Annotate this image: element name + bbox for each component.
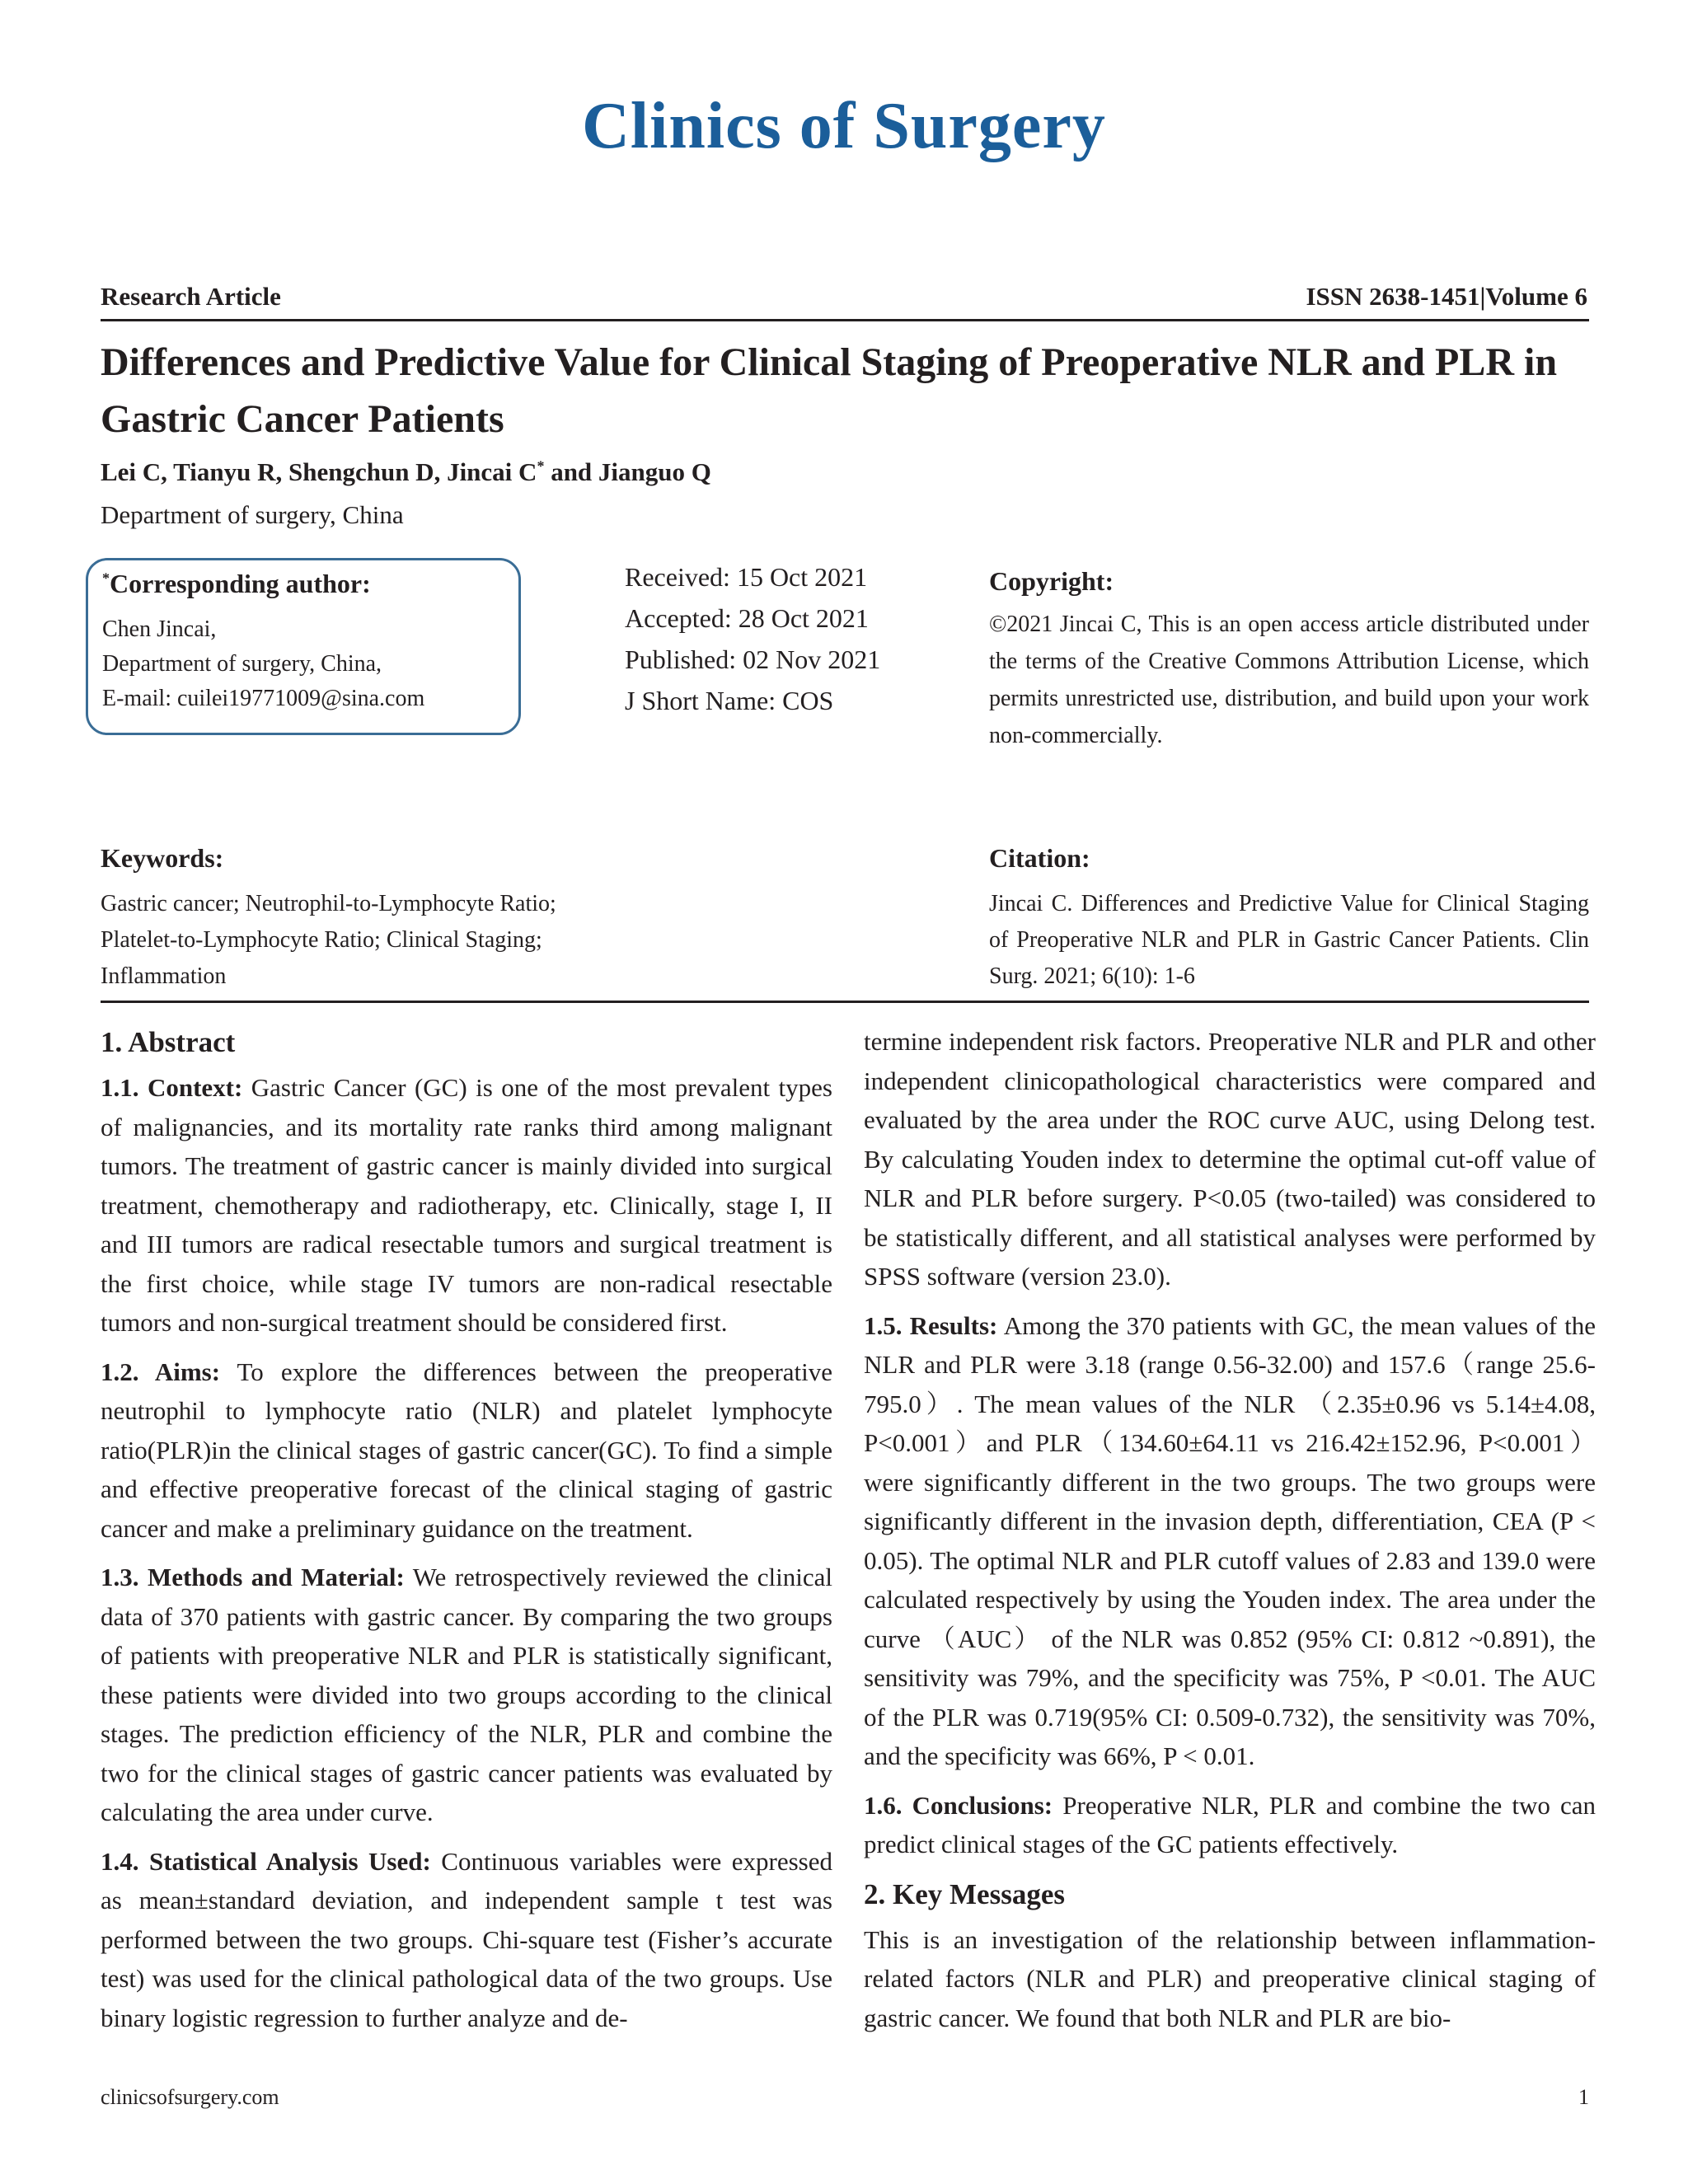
stats-paragraph-continued: termine independent risk factors. Preoperative NLR and PLR and other independent clinicopathological characteristics were compared and evaluated by the area under the ROC curve AUC, using Delong test. By calculating Youden index to determine the optimal cut-off value of NLR and PLR before surgery. P<0.05 (two-tailed) was considered to be statistically different, and all statistical analyses were performed by SPSS software (version 23.0).: [864, 1027, 1596, 1291]
methods-label: 1.3. Methods and Material:: [101, 1563, 405, 1591]
key-messages-heading: 2. Key Messages: [864, 1877, 1065, 1910]
keywords-line: Gastric cancer; Neutrophil-to-Lymphocyte Ratio;: [101, 891, 556, 916]
conclusions-text: Preoperative NLR, PLR and combine the two can predict clinical stages of the GC patients effectively.: [864, 1790, 1597, 1858]
results-paragraph: [864, 1306, 1596, 1776]
article-title: Differences and Predictive Value for Clinical Staging of Preoperative NLR and PLR in Gastric Cancer Patients: [101, 340, 1558, 441]
citation-text: Jincai C. Differences and Predictive Value for Clinical Staging of Preoperative NLR and PLR in Gastric Cancer Patients. Clin Surg. 2021; 6(10): 1-6: [989, 891, 1589, 989]
issn-volume: ISSN 2638-1451|Volume 6: [1306, 282, 1587, 311]
date-received: Received: 15 Oct 2021: [625, 562, 868, 592]
journal-title: Clinics of Surgery: [582, 90, 1106, 162]
results-text: Among the 370 patients with GC, the mean values of the NLR and PLR were 3.18 (range 0.56-32.00) and 157.6（range 25.6-795.0）. The mean values of the NLR （2.35±0.96 vs 5.14±4.08, P<0.001）and PLR（134.60±64.11 vs 216.42±152.96, P<0.001）were significantly different in the two groups. The two groups were significantly different in the invasion depth, differentiation, CEA (P < 0.05). The optimal NLR and PLR cutoff values of 2.83 and 139.0 were calculated respectively by using the Youden index. The area under the curve （AUC） of the NLR was 0.852 (95% CI: 0.812 ~0.891), the sensitivity was 79%, and the specificity was 75%, P <0.01. The AUC of the PLR was 0.719(95% CI: 0.509-0.732), the sensitivity was 70%, and the specificity was 66%, P < 0.01.: [864, 1310, 1596, 1770]
stats-paragraph: [101, 1842, 832, 2038]
key-messages-text: This is an investigation of the relationship between inflammation-related factors (NLR and PLR) and preoperative clinical staging of gastric cancer. We found that both NLR and PLR are bio-: [864, 1924, 1596, 2032]
results-label: 1.5. Results:: [864, 1310, 998, 1340]
corresponding-mark: *: [537, 457, 545, 475]
affiliation: Department of surgery, China: [101, 500, 404, 529]
footer-site[interactable]: clinicsofsurgery.com: [101, 2085, 279, 2109]
journal-short-name: J Short Name: COS: [625, 686, 834, 715]
author-list: [101, 457, 711, 487]
date-published: Published: 02 Nov 2021: [625, 644, 881, 674]
aims-text: To explore the differences between the preoperative neutrophil to lymphocyte ratio (NLR) and platelet lymphocyte ratio(PLR)in the clinical stages of gastric cancer(GC). To find a simple and effective preoperative forecast of the clinical staging of gastric cancer and make a preliminary guidance on the treatment.: [101, 1357, 833, 1543]
right-column: [864, 1022, 1596, 2047]
copyright-heading: Copyright:: [989, 566, 1114, 596]
conclusions-label: 1.6. Conclusions:: [864, 1790, 1053, 1820]
keywords-list: [101, 886, 661, 995]
corresponding-department: Department of surgery, China,: [102, 651, 382, 677]
keywords-heading: Keywords:: [101, 843, 224, 873]
context-label: 1.1. Context:: [101, 1073, 243, 1102]
authors-main: Lei C, Tianyu R, Shengchun D, Jincai C: [101, 457, 537, 486]
section-rule: [101, 1001, 1589, 1003]
page-number: 1: [1578, 2085, 1589, 2109]
article-type: Research Article: [101, 282, 281, 311]
citation-heading: Citation:: [989, 843, 1090, 873]
corresponding-author-heading: [102, 569, 371, 599]
aims-label: 1.2. Aims:: [101, 1357, 221, 1386]
corresponding-name: Chen Jincai,: [102, 616, 217, 642]
corresponding-email[interactable]: E-mail: cuilei19771009@sina.com: [102, 686, 425, 711]
methods-paragraph: [101, 1558, 832, 1832]
corresponding-heading-mark: *: [102, 569, 110, 587]
methods-text: We retrospectively reviewed the clinical data of 370 patients with gastric cancer. By comparing the two groups of patients with preoperative NLR and PLR is statistically significant, these patients were divided into two groups according to the clinical stages. The prediction efficiency of the NLR, PLR and combine the two for the clinical stages of gastric cancer patients was evaluated by calculating the area under curve.: [101, 1563, 832, 1826]
conclusions-paragraph: [864, 1786, 1596, 1864]
corresponding-heading-text: Corresponding author:: [110, 569, 371, 598]
header-rule: [101, 319, 1589, 321]
left-column: [101, 1022, 832, 2047]
stats-text: Continuous variables were expressed as mean±standard deviation, and independent sample t test was performed between the two groups. Chi-square test (Fisher’s accurate test) was used for the clinical pathological data of the two groups. Use binary logistic regression to further analyze and de-: [101, 1846, 832, 2032]
context-text: Gastric Cancer (GC) is one of the most prevalent types of malignancies, and its mortality rate ranks third among malignant tumors. The treatment of gastric cancer is mainly divided into surgical treatment, chemotherapy and radiotherapy, etc. Clinically, stage I, II and III tumors are radical resectable tumors and surgical treatment is the first choice, while stage IV tumors are non-radical resectable tumors and non-surgical treatment should be considered first.: [101, 1073, 832, 1337]
keywords-line: Inflammation: [101, 963, 227, 989]
context-paragraph: [101, 1068, 832, 1343]
authors-last: and Jianguo Q: [544, 457, 711, 486]
copyright-text: ©2021 Jincai C, This is an open access article distributed under the terms of the Creative Commons Attribution License, which permits unrestricted use, distribution, and build upon your work non-commercially.: [989, 612, 1589, 748]
keywords-line: Platelet-to-Lymphocyte Ratio; Clinical Staging;: [101, 927, 542, 953]
stats-label: 1.4. Statistical Analysis Used:: [101, 1846, 431, 1876]
aims-paragraph: [101, 1352, 832, 1549]
date-accepted: Accepted: 28 Oct 2021: [625, 603, 869, 633]
abstract-heading: 1. Abstract: [101, 1026, 236, 1058]
